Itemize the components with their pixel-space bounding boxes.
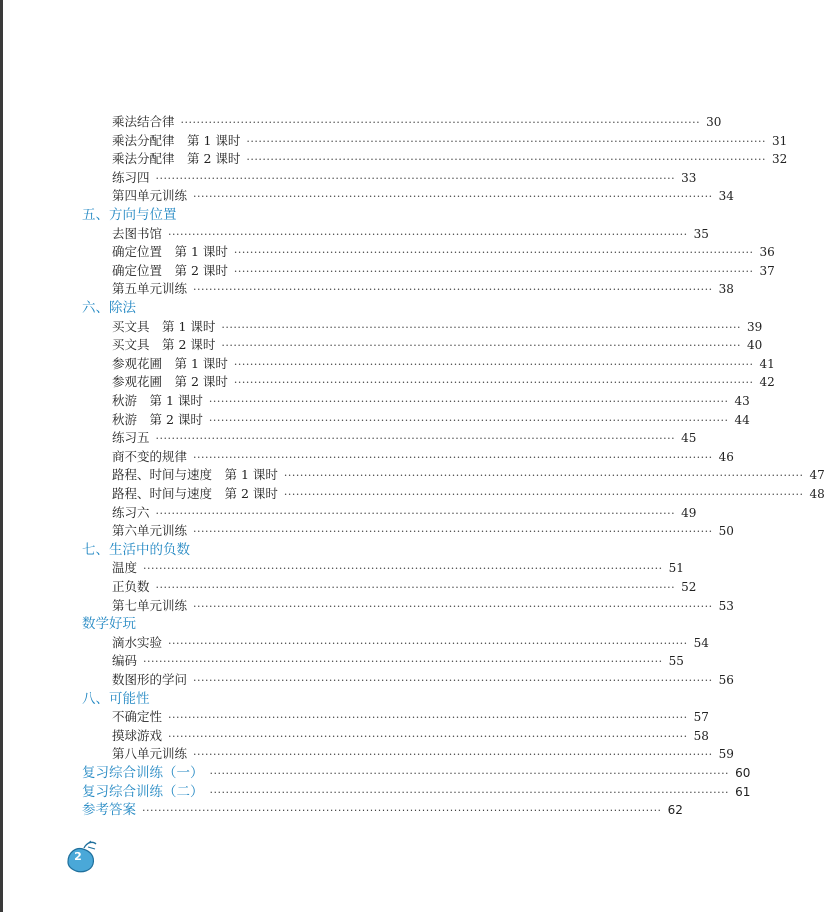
toc-section-heading xyxy=(82,763,751,781)
dot-leader: ·································································································································· xyxy=(168,711,688,725)
dot-leader: ·································································································································· xyxy=(246,134,766,148)
entry-page-number: 60 xyxy=(735,766,751,780)
toc-entry xyxy=(112,670,734,688)
toc-entry xyxy=(112,186,734,204)
entry-title: 第五单元训练 xyxy=(112,281,188,297)
entry-title: 温度 xyxy=(112,560,138,576)
entry-page-number: 36 xyxy=(759,245,775,260)
entry-title: 第七单元训练 xyxy=(112,597,188,613)
entry-page-number: 58 xyxy=(693,728,709,743)
entry-page-number: 61 xyxy=(735,784,751,799)
entry-title: 路程、时间与速度 第 2 课时 xyxy=(112,486,278,501)
dot-leader: ·································································································································· xyxy=(209,767,730,780)
toc-entry xyxy=(112,279,734,297)
entry-title: 乘法分配律 第 2 课时 xyxy=(112,151,241,167)
toc-entry xyxy=(112,633,709,651)
section-title: 八、可能性 xyxy=(82,690,150,707)
entry-title: 参观花圃 第 2 课时 xyxy=(112,374,228,390)
toc-section-heading xyxy=(82,614,573,632)
entry-title: 确定位置 第 2 课时 xyxy=(112,262,228,278)
dot-leader: ·································································································································· xyxy=(233,376,754,390)
dot-leader: ·································································································································· xyxy=(193,748,713,762)
entry-title: 去图书馆 xyxy=(112,225,163,241)
dot-leader: ·································································································································· xyxy=(168,636,688,650)
entry-page-number: 31 xyxy=(771,133,788,148)
dot-leader: ·································································································································· xyxy=(208,413,729,427)
entry-page-number: 50 xyxy=(718,524,734,539)
entry-title: 确定位置 第 1 课时 xyxy=(112,244,228,260)
toc-entry xyxy=(112,354,775,372)
entry-page-number: 42 xyxy=(759,375,775,390)
entry-title: 乘法结合律 xyxy=(112,114,175,129)
toc-entry xyxy=(112,242,775,260)
section-title: 数学好玩 xyxy=(82,616,136,633)
entry-title: 路程、时间与速度 第 1 课时 xyxy=(112,467,278,483)
entry-page-number: 59 xyxy=(718,747,734,762)
section-title: 复习综合训练（二） xyxy=(82,783,204,800)
entry-page-number: 51 xyxy=(668,561,684,576)
entry-page-number: 33 xyxy=(681,170,697,185)
entry-title: 买文具 第 1 课时 xyxy=(112,318,216,334)
entry-title: 编码 xyxy=(112,653,138,669)
dot-leader: ·································································································································· xyxy=(193,190,713,204)
dot-leader: ·································································································································· xyxy=(155,581,676,594)
entry-page-number: 54 xyxy=(693,635,709,650)
toc-section-heading xyxy=(82,689,573,707)
toc-entry xyxy=(112,261,775,279)
toc-section-heading xyxy=(82,298,573,316)
entry-title: 练习四 xyxy=(112,169,150,185)
toc-entry xyxy=(112,410,750,428)
toc-entry xyxy=(112,726,709,744)
toc-entry xyxy=(112,744,734,762)
toc-entry xyxy=(112,707,709,725)
toc-entry xyxy=(112,335,763,353)
dot-leader: ·································································································································· xyxy=(193,674,713,687)
entry-title: 练习六 xyxy=(112,504,150,520)
entry-page-number: 56 xyxy=(718,673,734,687)
dot-leader: ·································································································································· xyxy=(180,116,701,129)
entry-title: 第四单元训练 xyxy=(112,188,188,204)
entry-page-number: 38 xyxy=(718,282,734,297)
dot-leader: ·································································································································· xyxy=(155,171,676,185)
toc-entry xyxy=(112,484,825,502)
dot-leader: ·································································································································· xyxy=(193,599,713,613)
dot-leader: ·································································································································· xyxy=(168,729,688,743)
entry-title: 练习五 xyxy=(112,430,150,446)
entry-page-number: 55 xyxy=(668,654,684,669)
dot-leader: ·································································································································· xyxy=(193,525,713,539)
toc-section-heading xyxy=(82,782,751,800)
section-title: 复习综合训练（一） xyxy=(82,765,204,781)
toc-entry xyxy=(112,168,697,186)
dot-leader: ·································································································································· xyxy=(221,339,741,353)
entry-page-number: 30 xyxy=(706,115,722,129)
entry-title: 乘法分配律 第 1 课时 xyxy=(112,132,241,148)
entry-title: 参观花圃 第 1 课时 xyxy=(112,355,228,371)
entry-page-number: 49 xyxy=(681,505,697,520)
toc-entry xyxy=(112,317,763,335)
entry-page-number: 47 xyxy=(809,468,825,483)
toc-entry xyxy=(112,465,825,483)
entry-title: 不确定性 xyxy=(112,709,163,725)
entry-page-number: 39 xyxy=(746,319,763,334)
dot-leader: ·································································································································· xyxy=(233,357,754,371)
toc-entry xyxy=(112,558,684,576)
dot-leader: ·································································································································· xyxy=(221,320,741,334)
entry-page-number: 53 xyxy=(718,598,734,613)
entry-page-number: 34 xyxy=(718,189,734,204)
toc-entry xyxy=(112,428,697,446)
entry-title: 摸球游戏 xyxy=(112,727,163,743)
dot-leader: ·································································································································· xyxy=(143,562,663,576)
toc-entry xyxy=(112,521,734,539)
entry-page-number: 46 xyxy=(718,449,734,464)
toc-entry xyxy=(112,503,697,521)
section-title: 六、除法 xyxy=(82,300,136,316)
entry-title: 秋游 第 2 课时 xyxy=(112,411,203,427)
page-number: 2 xyxy=(74,850,82,863)
toc-section-heading xyxy=(82,540,573,558)
entry-page-number: 32 xyxy=(771,152,788,167)
entry-title: 商不变的规律 xyxy=(112,448,188,464)
dot-leader: ·································································································································· xyxy=(283,469,804,483)
entry-page-number: 48 xyxy=(809,487,825,501)
section-title: 七、生活中的负数 xyxy=(82,541,190,558)
entry-page-number: 57 xyxy=(693,710,709,725)
entry-page-number: 44 xyxy=(734,412,750,427)
toc-entry xyxy=(112,596,734,614)
entry-page-number: 40 xyxy=(746,338,763,353)
entry-title: 数图形的学问 xyxy=(112,672,188,687)
toc-entry xyxy=(112,372,775,390)
dot-leader: ·································································································································· xyxy=(193,450,713,464)
entry-page-number: 41 xyxy=(759,356,775,371)
dot-leader: ·································································································································· xyxy=(143,655,663,669)
entry-title: 买文具 第 2 课时 xyxy=(112,337,216,353)
entry-title: 滴水实验 xyxy=(112,634,163,650)
entry-title: 正负数 xyxy=(112,579,150,594)
toc-entry xyxy=(112,577,697,595)
dot-leader: ·································································································································· xyxy=(208,395,729,408)
section-title: 参考答案 xyxy=(82,802,136,819)
dot-leader: ·································································································································· xyxy=(233,264,754,278)
toc-section-heading xyxy=(82,205,573,223)
entry-page-number: 45 xyxy=(681,431,697,446)
toc-entry xyxy=(112,651,684,669)
toc-entry xyxy=(112,391,750,409)
dot-leader: ·································································································································· xyxy=(168,227,688,241)
dot-leader: ·································································································································· xyxy=(155,506,676,520)
toc-entry xyxy=(112,224,709,242)
dot-leader: ·································································································································· xyxy=(193,283,713,297)
dot-leader: ·································································································································· xyxy=(209,785,730,799)
dot-leader: ·································································································································· xyxy=(246,153,766,167)
dot-leader: ·································································································································· xyxy=(142,804,662,818)
toc-section-heading xyxy=(82,800,683,819)
entry-page-number: 62 xyxy=(667,803,683,818)
toc-entry xyxy=(112,447,734,465)
entry-page-number: 43 xyxy=(734,394,750,408)
toc-entry xyxy=(112,149,788,167)
entry-title: 第六单元训练 xyxy=(112,523,188,539)
entry-page-number: 37 xyxy=(759,263,775,278)
toc-entry xyxy=(112,131,788,149)
dot-leader: ·································································································································· xyxy=(283,488,804,501)
entry-title: 秋游 第 1 课时 xyxy=(112,393,203,408)
section-title: 五、方向与位置 xyxy=(82,207,177,223)
dot-leader: ·································································································································· xyxy=(233,246,754,260)
entry-page-number: 35 xyxy=(693,226,709,241)
entry-page-number: 52 xyxy=(681,580,697,594)
entry-title: 第八单元训练 xyxy=(112,746,188,762)
toc-entry xyxy=(112,112,722,130)
dot-leader: ·································································································································· xyxy=(155,432,676,446)
